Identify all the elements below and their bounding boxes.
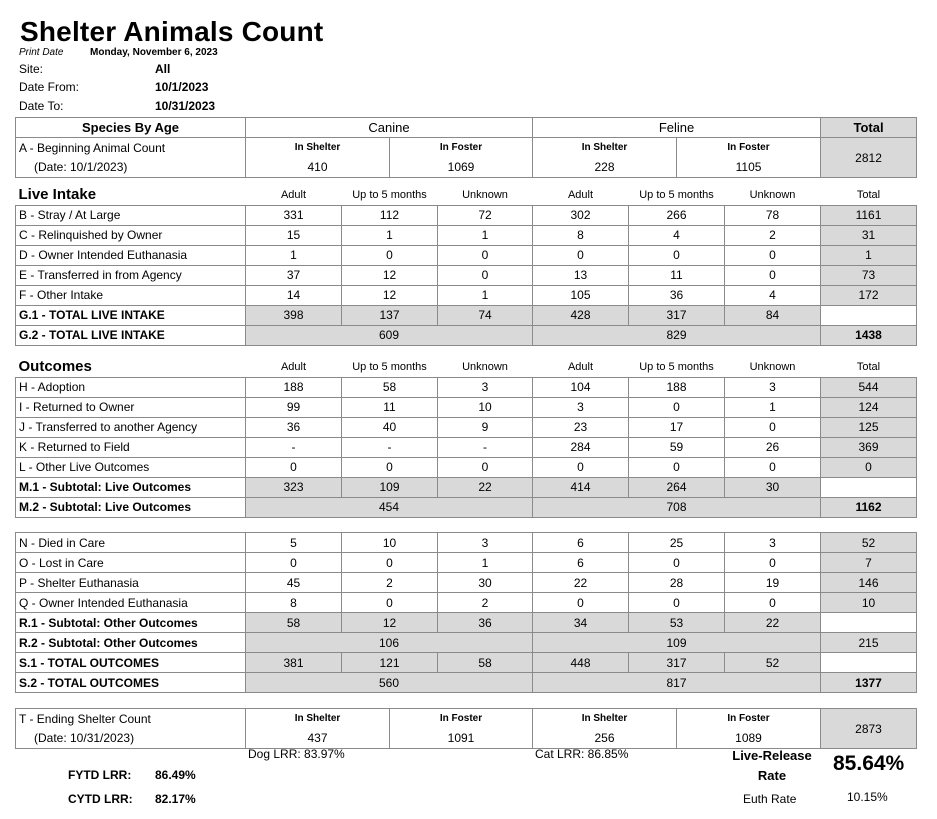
species-by-age-header: Species By Age <box>16 118 246 138</box>
beginning-date: (Date: 10/1/2023) <box>16 158 246 178</box>
beginning-total: 2812 <box>821 138 917 178</box>
euth-rate-label: Euth Rate <box>743 792 797 806</box>
site-label: Site: <box>19 62 44 76</box>
row-value: 0 <box>629 397 725 417</box>
row-value: 0 <box>725 417 821 437</box>
row-value: 72 <box>438 205 533 225</box>
row-label: F - Other Intake <box>16 285 246 305</box>
row-value: 59 <box>629 437 725 457</box>
s1-value: 121 <box>342 653 438 673</box>
m1-value: 30 <box>725 477 821 497</box>
row-value: 9 <box>438 417 533 437</box>
row-value: 14 <box>246 285 342 305</box>
row-value: 0 <box>725 265 821 285</box>
euth-rate-value: 10.15% <box>847 790 888 804</box>
table-row <box>16 285 917 305</box>
row-value: 15 <box>246 225 342 245</box>
row-value: 0 <box>629 245 725 265</box>
row-value: 0 <box>342 245 438 265</box>
r1-value: 58 <box>246 613 342 633</box>
row-value: 36 <box>629 285 725 305</box>
row-value: 0 <box>725 457 821 477</box>
m1-value: 414 <box>533 477 629 497</box>
row-total: 146 <box>821 573 917 593</box>
r2-total: 215 <box>821 633 917 653</box>
s1-value: 317 <box>629 653 725 673</box>
row-total: 10 <box>821 593 917 613</box>
s1-value: 52 <box>725 653 821 673</box>
fytd-value: 86.49% <box>155 768 196 782</box>
live-release-label-line1: Live-Release <box>732 748 812 763</box>
row-value: 0 <box>342 457 438 477</box>
row-value: 2 <box>342 573 438 593</box>
r1-value: 36 <box>438 613 533 633</box>
row-value: 37 <box>246 265 342 285</box>
m1-total-empty <box>821 477 917 497</box>
row-value: 266 <box>629 205 725 225</box>
row-value: 26 <box>725 437 821 457</box>
col-total: Total <box>856 188 881 201</box>
live-release-rate-value: 85.64% <box>833 752 905 775</box>
site-value: All <box>155 62 171 76</box>
canine-foster-value: 1069 <box>390 158 533 178</box>
m1-value: 22 <box>438 477 533 497</box>
row-value: 8 <box>246 593 342 613</box>
ending-count-table <box>15 708 917 749</box>
row-value: 1 <box>342 225 438 245</box>
row-label: J - Transferred to another Agency <box>16 417 246 437</box>
table-row <box>16 225 917 245</box>
g2-total: 1438 <box>821 325 917 345</box>
r1-value: 53 <box>629 613 725 633</box>
col-adult: Adult <box>280 360 307 373</box>
date-to-value: 10/31/2023 <box>155 99 216 113</box>
g1-total-empty <box>821 305 917 325</box>
ending-date: (Date: 10/31/2023) <box>16 729 246 749</box>
table-row <box>16 457 917 477</box>
row-value: 0 <box>629 593 725 613</box>
row-value: 19 <box>725 573 821 593</box>
col-adult: Adult <box>567 188 594 201</box>
row-value: 23 <box>533 417 629 437</box>
col-adult: Adult <box>567 360 594 373</box>
row-value: 58 <box>342 377 438 397</box>
r2-canine: 106 <box>246 633 533 653</box>
beginning-count-table <box>15 117 917 178</box>
live-release-rate-label <box>720 746 824 786</box>
row-label: N - Died in Care <box>16 533 246 553</box>
g1-value: 398 <box>246 305 342 325</box>
row-label: D - Owner Intended Euthanasia <box>16 245 246 265</box>
date-to-label: Date To: <box>19 99 64 113</box>
g1-value: 74 <box>438 305 533 325</box>
row-value: 11 <box>629 265 725 285</box>
s2-feline: 817 <box>533 673 821 693</box>
col-unknown: Unknown <box>749 360 796 373</box>
table-row <box>16 245 917 265</box>
row-value: 3 <box>438 533 533 553</box>
row-value: 1 <box>438 225 533 245</box>
report-title: Shelter Animals Count <box>20 16 324 47</box>
row-label: K - Returned to Field <box>16 437 246 457</box>
in-shelter-label: In Shelter <box>533 709 677 729</box>
row-value: 2 <box>438 593 533 613</box>
row-value: 78 <box>725 205 821 225</box>
row-total: 369 <box>821 437 917 457</box>
row-total: 7 <box>821 553 917 573</box>
row-label: L - Other Live Outcomes <box>16 457 246 477</box>
row-value: 5 <box>246 533 342 553</box>
row-total: 1161 <box>821 205 917 225</box>
row-value: 3 <box>725 377 821 397</box>
row-value: 10 <box>438 397 533 417</box>
date-from-label: Date From: <box>19 80 80 94</box>
cytd-value: 82.17% <box>155 792 196 806</box>
in-shelter-label: In Shelter <box>533 138 677 158</box>
canine-shelter-value: 437 <box>246 729 390 749</box>
row-label: I - Returned to Owner <box>16 397 246 417</box>
row-value: 284 <box>533 437 629 457</box>
row-value: 3 <box>725 533 821 553</box>
total-header: Total <box>821 118 917 138</box>
row-value: 0 <box>342 593 438 613</box>
row-value: 4 <box>725 285 821 305</box>
ending-count-label: T - Ending Shelter Count <box>16 709 246 729</box>
row-value: 1 <box>725 397 821 417</box>
cat-lrr: Cat LRR: 86.85% <box>535 747 629 761</box>
r2-label: R.2 - Subtotal: Other Outcomes <box>16 633 246 653</box>
feline-shelter-value: 256 <box>533 729 677 749</box>
row-value: - <box>438 437 533 457</box>
in-foster-label: In Foster <box>390 138 533 158</box>
row-value: 28 <box>629 573 725 593</box>
dog-lrr: Dog LRR: 83.97% <box>248 747 345 761</box>
s2-total: 1377 <box>821 673 917 693</box>
row-value: 13 <box>533 265 629 285</box>
table-row <box>16 533 917 553</box>
row-label: C - Relinquished by Owner <box>16 225 246 245</box>
row-value: 6 <box>533 533 629 553</box>
r1-label: R.1 - Subtotal: Other Outcomes <box>16 613 246 633</box>
row-total: 544 <box>821 377 917 397</box>
row-value: - <box>342 437 438 457</box>
row-label: P - Shelter Euthanasia <box>16 573 246 593</box>
in-foster-label: In Foster <box>390 709 533 729</box>
r1-value: 34 <box>533 613 629 633</box>
g1-label: G.1 - TOTAL LIVE INTAKE <box>16 305 246 325</box>
row-label: O - Lost in Care <box>16 553 246 573</box>
ending-total: 2873 <box>821 709 917 749</box>
g1-value: 317 <box>629 305 725 325</box>
row-value: 17 <box>629 417 725 437</box>
m1-value: 109 <box>342 477 438 497</box>
row-value: 0 <box>246 553 342 573</box>
row-label: Q - Owner Intended Euthanasia <box>16 593 246 613</box>
row-value: 12 <box>342 285 438 305</box>
in-shelter-label: In Shelter <box>246 709 390 729</box>
row-value: 99 <box>246 397 342 417</box>
live-intake-table <box>15 185 917 346</box>
m1-value: 264 <box>629 477 725 497</box>
s1-total-empty <box>821 653 917 673</box>
fytd-label: FYTD LRR: <box>68 768 132 782</box>
feline-shelter-value: 228 <box>533 158 677 178</box>
live-release-label-line2: Rate <box>757 768 787 783</box>
row-value: - <box>246 437 342 457</box>
row-value: 0 <box>438 245 533 265</box>
row-value: 188 <box>246 377 342 397</box>
row-value: 11 <box>342 397 438 417</box>
live-intake-title: Live Intake <box>18 186 97 204</box>
row-value: 331 <box>246 205 342 225</box>
row-total: 124 <box>821 397 917 417</box>
s2-label: S.2 - TOTAL OUTCOMES <box>16 673 246 693</box>
col-up-to-5-months: Up to 5 months <box>639 360 714 373</box>
outcomes-title: Outcomes <box>18 358 92 376</box>
row-value: 0 <box>533 457 629 477</box>
row-value: 302 <box>533 205 629 225</box>
row-value: 3 <box>438 377 533 397</box>
row-value: 0 <box>533 245 629 265</box>
feline-header: Feline <box>533 118 821 138</box>
table-row <box>16 377 917 397</box>
g2-label: G.2 - TOTAL LIVE INTAKE <box>16 325 246 345</box>
m2-label: M.2 - Subtotal: Live Outcomes <box>16 497 246 517</box>
m2-total: 1162 <box>821 497 917 517</box>
row-value: 30 <box>438 573 533 593</box>
feline-foster-value: 1089 <box>677 729 821 749</box>
row-label: H - Adoption <box>16 377 246 397</box>
row-value: 2 <box>725 225 821 245</box>
col-unknown: Unknown <box>462 360 508 373</box>
col-unknown: Unknown <box>749 188 796 201</box>
print-date-label: Print Date <box>19 47 64 58</box>
table-row <box>16 397 917 417</box>
r2-feline: 109 <box>533 633 821 653</box>
date-from-value: 10/1/2023 <box>155 80 209 94</box>
other-outcomes-table <box>15 532 917 693</box>
g1-value: 84 <box>725 305 821 325</box>
m1-label: M.1 - Subtotal: Live Outcomes <box>16 477 246 497</box>
row-value: 0 <box>438 265 533 285</box>
row-value: 104 <box>533 377 629 397</box>
row-total: 125 <box>821 417 917 437</box>
row-value: 0 <box>533 593 629 613</box>
row-value: 6 <box>533 553 629 573</box>
col-up-to-5-months: Up to 5 months <box>352 188 427 201</box>
row-value: 188 <box>629 377 725 397</box>
row-value: 112 <box>342 205 438 225</box>
beginning-count-label: A - Beginning Animal Count <box>16 138 246 158</box>
table-row <box>16 437 917 457</box>
row-value: 4 <box>629 225 725 245</box>
in-foster-label: In Foster <box>677 709 821 729</box>
row-value: 0 <box>725 593 821 613</box>
m2-feline: 708 <box>533 497 821 517</box>
canine-foster-value: 1091 <box>390 729 533 749</box>
s1-value: 381 <box>246 653 342 673</box>
canine-shelter-value: 410 <box>246 158 390 178</box>
row-value: 0 <box>438 457 533 477</box>
row-total: 1 <box>821 245 917 265</box>
row-value: 36 <box>246 417 342 437</box>
row-total: 73 <box>821 265 917 285</box>
in-foster-label: In Foster <box>677 138 821 158</box>
row-value: 22 <box>533 573 629 593</box>
col-unknown: Unknown <box>462 188 508 201</box>
row-value: 0 <box>246 457 342 477</box>
row-value: 0 <box>342 553 438 573</box>
r1-total-empty <box>821 613 917 633</box>
in-shelter-label: In Shelter <box>246 138 390 158</box>
row-value: 1 <box>246 245 342 265</box>
row-value: 40 <box>342 417 438 437</box>
feline-foster-value: 1105 <box>677 158 821 178</box>
outcomes-table <box>15 357 917 518</box>
row-value: 0 <box>629 553 725 573</box>
row-value: 1 <box>438 553 533 573</box>
table-row <box>16 593 917 613</box>
row-label: E - Transferred in from Agency <box>16 265 246 285</box>
cytd-label: CYTD LRR: <box>68 792 133 806</box>
col-up-to-5-months: Up to 5 months <box>352 360 427 373</box>
g2-feline: 829 <box>533 325 821 345</box>
m1-value: 323 <box>246 477 342 497</box>
row-value: 10 <box>342 533 438 553</box>
s1-value: 58 <box>438 653 533 673</box>
row-value: 45 <box>246 573 342 593</box>
g1-value: 428 <box>533 305 629 325</box>
row-value: 12 <box>342 265 438 285</box>
r1-value: 22 <box>725 613 821 633</box>
g1-value: 137 <box>342 305 438 325</box>
row-value: 8 <box>533 225 629 245</box>
table-row <box>16 553 917 573</box>
row-value: 25 <box>629 533 725 553</box>
row-total: 0 <box>821 457 917 477</box>
s1-value: 448 <box>533 653 629 673</box>
row-total: 52 <box>821 533 917 553</box>
table-row <box>16 205 917 225</box>
s1-label: S.1 - TOTAL OUTCOMES <box>16 653 246 673</box>
table-row <box>16 265 917 285</box>
g2-canine: 609 <box>246 325 533 345</box>
col-up-to-5-months: Up to 5 months <box>639 188 714 201</box>
row-value: 0 <box>725 553 821 573</box>
row-total: 172 <box>821 285 917 305</box>
row-value: 3 <box>533 397 629 417</box>
canine-header: Canine <box>246 118 533 138</box>
col-adult: Adult <box>280 188 307 201</box>
row-label: B - Stray / At Large <box>16 205 246 225</box>
row-value: 1 <box>438 285 533 305</box>
s2-canine: 560 <box>246 673 533 693</box>
r1-value: 12 <box>342 613 438 633</box>
table-row <box>16 573 917 593</box>
row-value: 0 <box>629 457 725 477</box>
row-value: 105 <box>533 285 629 305</box>
table-row <box>16 417 917 437</box>
row-total: 31 <box>821 225 917 245</box>
m2-canine: 454 <box>246 497 533 517</box>
row-value: 0 <box>725 245 821 265</box>
print-date-value: Monday, November 6, 2023 <box>90 47 218 58</box>
col-total: Total <box>856 360 881 373</box>
